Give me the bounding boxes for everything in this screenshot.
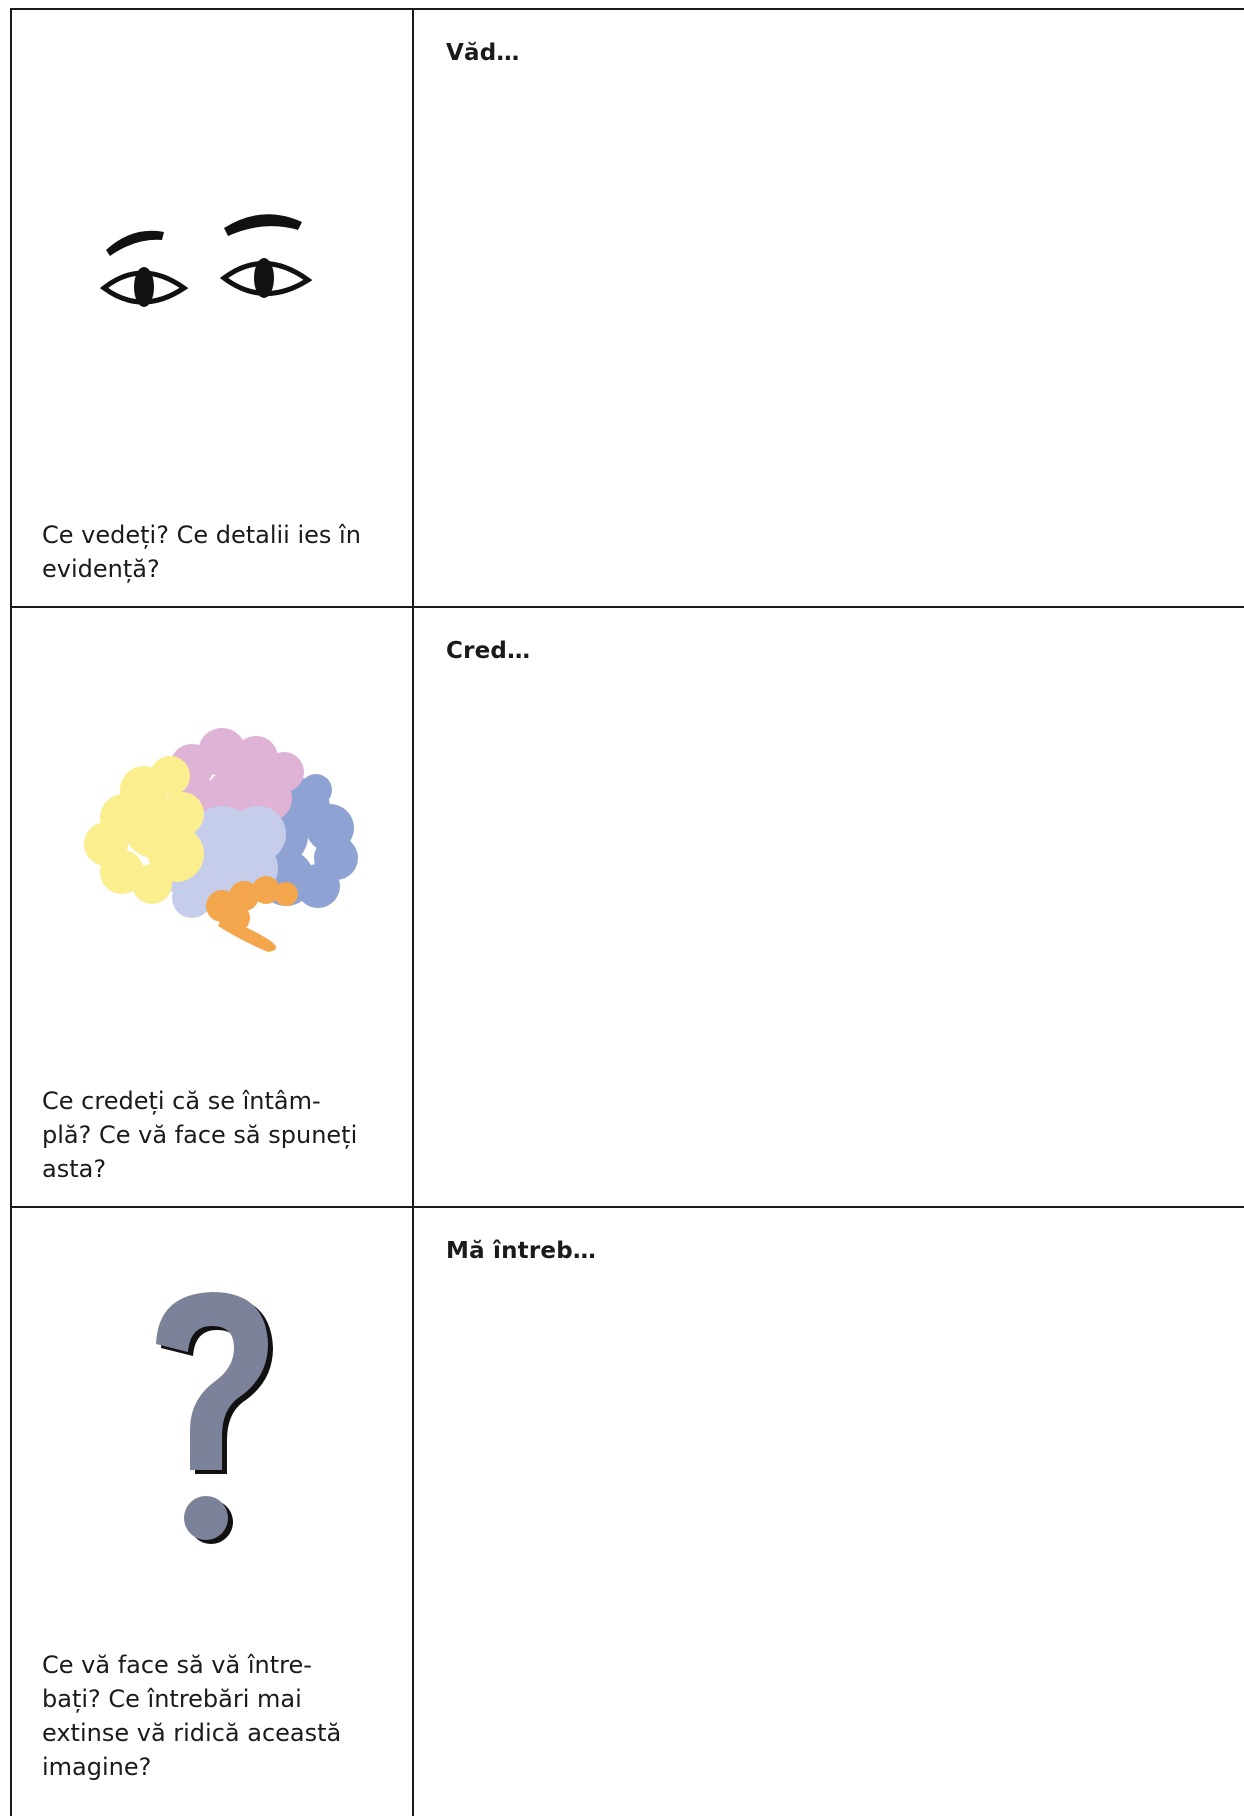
cell-heading: Cred… <box>446 638 531 664</box>
answer-cell[interactable] <box>414 1208 1244 1816</box>
cell-heading: Văd… <box>446 40 520 66</box>
prompt-line: plă? Ce vă face să spuneți <box>42 1121 358 1149</box>
prompt-text <box>42 1648 392 1784</box>
prompt-cell <box>12 1208 412 1816</box>
answer-cell[interactable] <box>414 608 1244 1206</box>
table-row <box>10 1206 1244 1816</box>
prompt-line: Ce credeți că se întâm- <box>42 1087 321 1115</box>
prompt-line: imagine? <box>42 1753 152 1781</box>
prompt-cell <box>12 608 412 1206</box>
worksheet-table <box>10 8 1244 1816</box>
prompt-cell <box>12 10 412 606</box>
question-mark-icon <box>142 1286 292 1556</box>
cell-heading: Mă întreb… <box>446 1238 597 1264</box>
prompt-line: Ce vă face să vă între- <box>42 1651 312 1679</box>
brain-icon <box>72 718 372 958</box>
prompt-line: asta? <box>42 1155 107 1183</box>
prompt-line: bați? Ce întrebări mai <box>42 1685 302 1713</box>
prompt-line: evidență? <box>42 555 160 583</box>
table-row <box>10 606 1244 1206</box>
prompt-line: extinse vă ridică această <box>42 1719 342 1747</box>
prompt-text <box>42 518 392 586</box>
prompt-text <box>42 1084 392 1186</box>
eyes-icon <box>92 200 322 320</box>
prompt-line: Ce vedeți? Ce detalii ies în <box>42 521 361 549</box>
answer-cell[interactable] <box>414 10 1244 606</box>
table-row <box>10 8 1244 606</box>
